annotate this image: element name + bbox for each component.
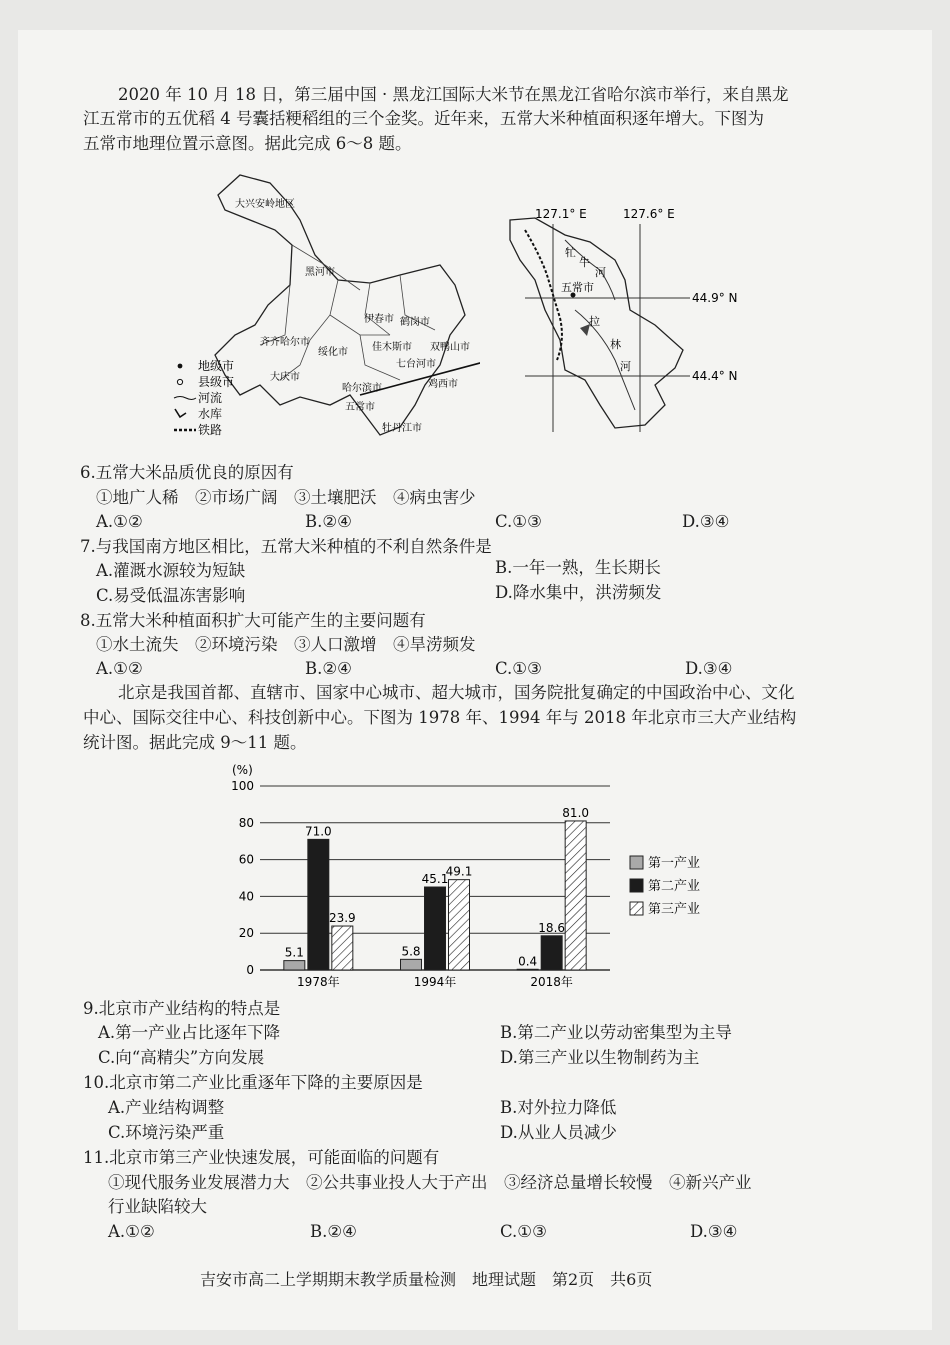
map-label-mudanjiang: 牡丹江市 (382, 423, 422, 434)
y-unit-label: (%) (232, 763, 253, 777)
q6-option-d[interactable]: D.③④ (682, 512, 730, 531)
legend-label: 第二产业 (648, 879, 701, 894)
q9-option-c[interactable]: C.向“高精尖”方向发展 (98, 1048, 265, 1067)
industry-structure-chart (220, 760, 720, 995)
svg-text:44.4° N: 44.4° N (692, 369, 738, 383)
x-category-label: 1994年 (413, 975, 457, 989)
q10-option-c[interactable]: C.环境污染严重 (108, 1123, 225, 1142)
y-tick-label: 100 (231, 779, 254, 793)
map-label-qiqihar: 齐齐哈尔市 (260, 337, 310, 348)
q7-option-a[interactable]: A.灌溉水源较为短缺 (96, 561, 246, 580)
q6-option-b[interactable]: B.②④ (305, 512, 352, 531)
bar-value-label: 5.8 (401, 944, 421, 959)
passage-1-line-2: 江五常市的五优稻 4 号囊括粳稻组的三个金奖。近年来，五常大米种植面积逐年增大。下图为 (83, 109, 764, 128)
bar-value-label: 81.0 (562, 805, 590, 820)
map-legend (172, 358, 262, 438)
passage-2-line-3: 统计图。据此完成 9～11 题。 (83, 733, 307, 752)
bar-value-label: 71.0 (304, 824, 332, 839)
q7-option-c[interactable]: C.易受低温冻害影响 (96, 586, 246, 605)
x-category-label: 2018年 (530, 975, 573, 989)
bar-value-label: 0.4 (518, 954, 538, 969)
bar (332, 926, 353, 970)
x-category-label: 1978年 (297, 975, 340, 989)
svg-text:河: 河 (620, 360, 631, 373)
passage-2-line-1: 北京是我国首都、直辖市、国家中心城市、超大城市，国务院批复确定的中国政治中心、文化 (118, 683, 795, 702)
legend-label: 第三产业 (648, 902, 701, 917)
q8-option-c[interactable]: C.①③ (495, 659, 542, 678)
svg-text:水库: 水库 (198, 407, 223, 421)
map-label-yichun: 伊春市 (364, 314, 394, 325)
bar (449, 880, 470, 970)
passage-1-line-1: 2020 年 10 月 18 日，第三届中国 · 黑龙江国际大米节在黑龙江省哈尔滨市举行，来自黑龙 (118, 85, 789, 104)
svg-text:127.1° E: 127.1° E (535, 207, 587, 221)
q8-option-b[interactable]: B.②④ (305, 659, 352, 678)
bar (565, 821, 586, 970)
q8-items: ①水土流失 ②环境污染 ③人口激增 ④旱涝频发 (96, 635, 476, 654)
svg-text:河流: 河流 (198, 391, 223, 405)
svg-text:拉: 拉 (589, 315, 600, 328)
q10-option-b[interactable]: B.对外拉力降低 (500, 1098, 617, 1117)
q9-option-a[interactable]: A.第一产业占比逐年下降 (98, 1023, 281, 1042)
bar (425, 887, 446, 970)
svg-text:河: 河 (595, 266, 606, 279)
map-label-wuchang: 五常市 (345, 402, 375, 413)
q9-option-d[interactable]: D.第三产业以生物制药为主 (500, 1048, 700, 1067)
bar-value-label: 18.6 (538, 920, 566, 935)
svg-text:牛: 牛 (579, 256, 590, 269)
q11-option-c[interactable]: C.①③ (500, 1222, 547, 1241)
passage-2-line-2: 中心、国际交往中心、科技创新中心。下图为 1978 年、1994 年与 2018 年北京市三大产业结构 (83, 708, 797, 727)
map-label-daqing: 大庆市 (270, 372, 300, 383)
y-tick-label: 20 (238, 926, 254, 941)
map-label-suihua: 绥化市 (318, 347, 348, 358)
bar (401, 959, 422, 970)
map-label-heihe: 黑河市 (305, 267, 335, 278)
q8-stem: 8.五常大米种植面积扩大可能产生的主要问题有 (80, 611, 426, 630)
bar (284, 961, 305, 970)
q11-items-line-2: 行业缺陷较大 (108, 1197, 207, 1216)
svg-text:牤: 牤 (565, 246, 576, 259)
map-label-jiamusi: 佳木斯市 (372, 342, 412, 353)
bar (541, 936, 562, 970)
reservoir-icon (175, 409, 186, 417)
svg-text:地级市: 地级市 (198, 359, 235, 373)
svg-text:县级市: 县级市 (198, 375, 235, 389)
county-city-icon (177, 379, 182, 384)
svg-text:林: 林 (610, 338, 621, 351)
q7-stem: 7.与我国南方地区相比，五常大米种植的不利自然条件是 (80, 537, 492, 556)
q10-option-a[interactable]: A.产业结构调整 (108, 1098, 225, 1117)
map-label-jixi: 鸡西市 (428, 379, 458, 390)
q11-stem: 11.北京市第三产业快速发展，可能面临的问题有 (83, 1148, 440, 1167)
bar-value-label: 23.9 (328, 911, 356, 926)
legend-swatch (630, 856, 643, 869)
q9-option-b[interactable]: B.第二产业以劳动密集型为主导 (500, 1023, 732, 1042)
svg-text:44.9° N: 44.9° N (692, 291, 738, 305)
svg-text:五常市: 五常市 (561, 281, 594, 294)
q11-items-line-1: ①现代服务业发展潜力大 ②公共事业投人大于产出 ③经济总量增长较慢 ④新兴产业 (108, 1173, 752, 1192)
q7-option-b[interactable]: B.一年一熟，生长期长 (495, 558, 661, 577)
q11-option-a[interactable]: A.①② (108, 1222, 155, 1241)
svg-text:铁路: 铁路 (198, 423, 223, 437)
q10-option-d[interactable]: D.从业人员减少 (500, 1123, 617, 1142)
y-tick-label: 0 (246, 963, 254, 977)
river-icon (174, 397, 196, 400)
legend-swatch (630, 879, 643, 892)
q9-stem: 9.北京市产业结构的特点是 (83, 999, 281, 1018)
wuchang-inset-map (505, 200, 750, 440)
bar-value-label: 5.1 (284, 945, 304, 960)
map-label-daxinganling: 大兴安岭地区 (235, 199, 295, 210)
q11-option-d[interactable]: D.③④ (690, 1222, 738, 1241)
svg-text:127.6° E: 127.6° E (623, 207, 675, 221)
page-footer: 吉安市高二上学期期末教学质量检测 地理试题 第2页 共6页 (200, 1270, 653, 1289)
bar-value-label: 45.1 (421, 872, 449, 887)
y-tick-label: 40 (238, 889, 254, 904)
bar (517, 969, 538, 970)
legend-label: 第一产业 (648, 856, 701, 871)
q6-items: ①地广人稀 ②市场广阔 ③土壤肥沃 ④病虫害少 (96, 488, 476, 507)
y-tick-label: 60 (238, 852, 254, 867)
prefecture-city-icon (178, 364, 183, 369)
passage-1-line-3: 五常市地理位置示意图。据此完成 6～8 题。 (83, 134, 412, 153)
map-label-hegang: 鹤岗市 (400, 317, 430, 328)
legend-swatch (630, 902, 643, 915)
q11-option-b[interactable]: B.②④ (310, 1222, 357, 1241)
q6-stem: 6.五常大米品质优良的原因有 (80, 463, 294, 482)
q8-option-a[interactable]: A.①② (96, 659, 143, 678)
map-label-qitaihe: 七台河市 (396, 359, 436, 370)
q7-option-d[interactable]: D.降水集中，洪涝频发 (495, 583, 662, 602)
map-label-shuangyashan: 双鸭山市 (430, 342, 470, 353)
bar-value-label: 49.1 (445, 864, 473, 879)
q6-option-c[interactable]: C.①③ (495, 512, 542, 531)
q10-stem: 10.北京市第二产业比重逐年下降的主要原因是 (83, 1073, 423, 1092)
q8-option-d[interactable]: D.③④ (685, 659, 733, 678)
q6-option-a[interactable]: A.①② (96, 512, 143, 531)
y-tick-label: 80 (238, 815, 254, 830)
map-label-harbin: 哈尔滨市 (342, 383, 382, 394)
bar (308, 839, 329, 970)
